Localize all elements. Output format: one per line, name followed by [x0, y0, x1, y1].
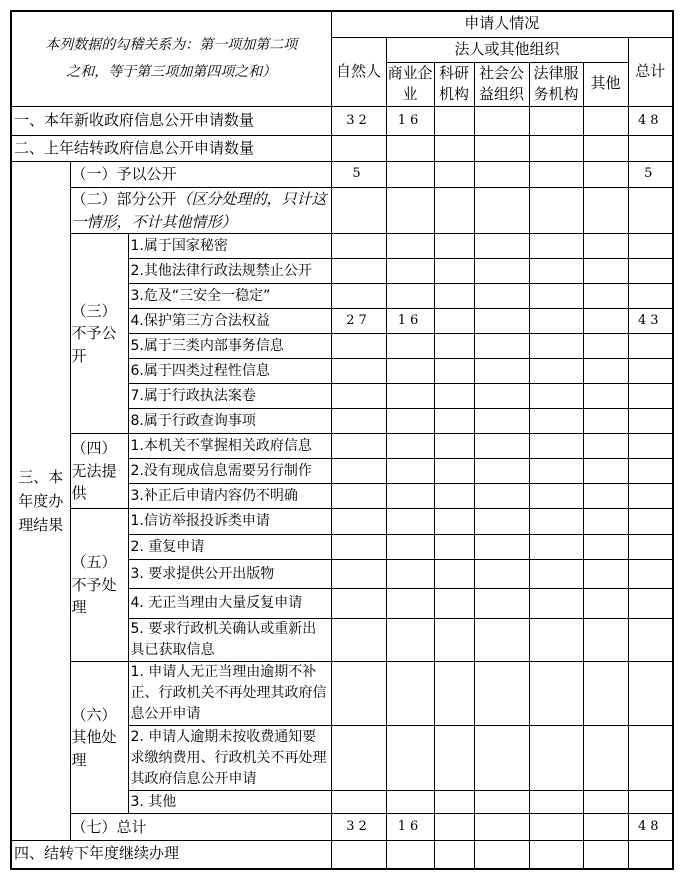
data-cell	[386, 259, 434, 284]
row-notprocessed-item	[11, 509, 673, 535]
data-cell	[474, 162, 529, 188]
data-cell	[628, 359, 673, 384]
item-label: 1.信访举报投诉类申请	[128, 509, 331, 535]
data-cell: 16	[386, 309, 434, 334]
data-cell	[434, 662, 474, 726]
data-cell	[628, 334, 673, 359]
data-cell	[583, 726, 628, 791]
data-cell	[474, 409, 529, 434]
data-cell	[474, 484, 529, 509]
data-cell	[386, 589, 434, 619]
data-cell	[474, 309, 529, 334]
data-cell	[628, 560, 673, 589]
data-cell	[628, 136, 673, 162]
data-cell	[331, 259, 386, 284]
data-cell	[529, 484, 583, 509]
item-label: 3. 其他	[128, 791, 331, 814]
data-cell	[434, 162, 474, 188]
data-cell	[583, 509, 628, 535]
data-cell	[628, 284, 673, 309]
data-cell	[434, 359, 474, 384]
data-cell	[331, 136, 386, 162]
data-cell	[434, 259, 474, 284]
research-institution-header: 科研机构	[434, 62, 474, 107]
section-handling-results-label: 三、本年度办理结果	[11, 162, 70, 841]
data-cell	[529, 259, 583, 284]
group-label	[70, 188, 331, 234]
data-cell	[474, 459, 529, 484]
data-cell	[583, 259, 628, 284]
data-cell	[474, 589, 529, 619]
data-cell	[331, 619, 386, 662]
data-cell	[583, 560, 628, 589]
data-cell	[583, 136, 628, 162]
data-cell	[331, 726, 386, 791]
data-cell	[529, 814, 583, 841]
data-cell	[434, 459, 474, 484]
data-cell	[434, 234, 474, 259]
data-cell	[628, 726, 673, 791]
data-cell	[628, 484, 673, 509]
data-cell	[628, 589, 673, 619]
data-cell	[628, 188, 673, 234]
data-cell	[474, 284, 529, 309]
data-cell	[529, 107, 583, 136]
data-cell	[474, 384, 529, 409]
item-label: 7.属于行政执法案卷	[128, 384, 331, 409]
data-cell	[583, 589, 628, 619]
data-cell	[331, 409, 386, 434]
data-cell	[529, 136, 583, 162]
row-new-received	[11, 107, 673, 136]
data-cell	[529, 509, 583, 535]
data-cell	[386, 136, 434, 162]
data-cell	[474, 535, 529, 560]
item-label: 2. 重复申请	[128, 535, 331, 560]
data-cell	[474, 359, 529, 384]
data-cell	[331, 434, 386, 459]
data-cell: 48	[628, 814, 673, 841]
data-cell	[331, 509, 386, 535]
applicant-situation-header: 申请人情况	[331, 11, 673, 37]
group-otherhandling-label: （六）其他处理	[70, 662, 128, 814]
data-cell	[529, 284, 583, 309]
data-cell	[628, 234, 673, 259]
data-cell	[474, 662, 529, 726]
data-cell	[583, 841, 628, 869]
data-cell	[628, 619, 673, 662]
natural-person-header: 自然人	[331, 37, 386, 107]
data-cell: 5	[331, 162, 386, 188]
legal-org-header: 法人或其他组织	[386, 37, 628, 62]
data-cell	[434, 409, 474, 434]
data-cell	[434, 309, 474, 334]
data-cell	[386, 535, 434, 560]
data-cell	[386, 791, 434, 814]
data-cell	[331, 384, 386, 409]
data-cell	[434, 535, 474, 560]
data-cell	[386, 459, 434, 484]
data-cell	[386, 188, 434, 234]
group-label: （一）予以公开	[70, 162, 331, 188]
data-cell	[331, 841, 386, 869]
data-cell	[583, 409, 628, 434]
data-cell	[386, 284, 434, 309]
data-cell: 43	[628, 309, 673, 334]
data-cell	[474, 841, 529, 869]
data-cell	[434, 107, 474, 136]
data-cell: 32	[331, 814, 386, 841]
item-label: 6.属于四类过程性信息	[128, 359, 331, 384]
data-cell	[474, 619, 529, 662]
data-cell	[583, 384, 628, 409]
legal-service-header: 法律服务机构	[529, 62, 583, 107]
data-cell	[474, 509, 529, 535]
data-cell	[583, 619, 628, 662]
data-cell	[434, 188, 474, 234]
total-header: 总计	[628, 37, 673, 107]
data-cell	[434, 384, 474, 409]
data-cell	[434, 509, 474, 535]
data-cell: 5	[628, 162, 673, 188]
data-cell	[583, 188, 628, 234]
item-label: 5. 要求行政机关确认或重新出具已获取信息	[128, 619, 331, 662]
item-label: 4.保护第三方合法权益	[128, 309, 331, 334]
data-cell	[583, 662, 628, 726]
data-cell	[474, 334, 529, 359]
data-cell	[529, 409, 583, 434]
data-cell	[434, 560, 474, 589]
data-cell	[386, 359, 434, 384]
data-cell	[628, 841, 673, 869]
data-cell	[628, 384, 673, 409]
data-cell	[529, 384, 583, 409]
data-cell	[386, 409, 434, 434]
data-cell	[529, 334, 583, 359]
data-cell	[583, 334, 628, 359]
data-cell	[583, 434, 628, 459]
data-cell	[386, 234, 434, 259]
data-cell	[386, 560, 434, 589]
data-cell	[583, 234, 628, 259]
data-cell	[529, 662, 583, 726]
data-cell	[331, 560, 386, 589]
data-cell	[529, 434, 583, 459]
data-cell: 32	[331, 107, 386, 136]
data-cell	[583, 535, 628, 560]
data-cell	[628, 509, 673, 535]
data-cell: 27	[331, 309, 386, 334]
data-cell	[386, 619, 434, 662]
data-cell	[386, 484, 434, 509]
data-cell	[434, 484, 474, 509]
group-denied-label: （三）不予公开	[70, 234, 128, 434]
data-cell	[474, 791, 529, 814]
row-granted	[11, 162, 673, 188]
data-cell	[386, 509, 434, 535]
reconciliation-note	[11, 11, 331, 107]
data-cell	[529, 560, 583, 589]
data-cell	[474, 234, 529, 259]
row-partial	[11, 188, 673, 234]
data-cell	[529, 726, 583, 791]
data-cell	[331, 188, 386, 234]
data-cell	[529, 619, 583, 662]
data-cell: 16	[386, 107, 434, 136]
data-cell	[331, 284, 386, 309]
disclosure-statistics-table	[10, 10, 674, 870]
row-carry-to-next-year	[11, 841, 673, 869]
data-cell	[434, 619, 474, 662]
data-cell	[474, 560, 529, 589]
data-cell	[434, 434, 474, 459]
data-cell	[583, 284, 628, 309]
item-label: 3. 要求提供公开出版物	[128, 560, 331, 589]
data-cell	[529, 791, 583, 814]
partial-label-note: （区分处理的，只计这一情形，不计其他情形）	[71, 190, 327, 231]
data-cell	[331, 662, 386, 726]
data-cell	[583, 309, 628, 334]
data-cell	[434, 136, 474, 162]
data-cell	[331, 334, 386, 359]
data-cell	[583, 814, 628, 841]
data-cell	[434, 814, 474, 841]
data-cell	[583, 484, 628, 509]
data-cell	[529, 535, 583, 560]
data-cell: 16	[386, 814, 434, 841]
data-cell	[529, 309, 583, 334]
data-cell	[474, 434, 529, 459]
data-cell	[386, 841, 434, 869]
data-cell	[628, 409, 673, 434]
row-label: 四、结转下年度继续办理	[11, 841, 331, 869]
data-cell	[474, 259, 529, 284]
data-cell	[628, 259, 673, 284]
data-cell	[474, 136, 529, 162]
data-cell	[331, 589, 386, 619]
data-cell	[583, 791, 628, 814]
data-cell	[474, 107, 529, 136]
header-row-1	[11, 11, 673, 37]
public-welfare-org-header: 社会公益组织	[474, 62, 529, 107]
item-label: 1.本机关不掌握相关政府信息	[128, 434, 331, 459]
data-cell	[386, 662, 434, 726]
data-cell	[331, 359, 386, 384]
reconciliation-note-text: 本列数据的勾稽关系为：第一项加第二项之和，等于第三项加第四项之和）	[45, 37, 298, 80]
data-cell	[434, 726, 474, 791]
data-cell	[628, 791, 673, 814]
data-cell	[434, 589, 474, 619]
group-notprocessed-label: （五）不予处理	[70, 509, 128, 662]
row-unable-item	[11, 434, 673, 459]
data-cell	[628, 459, 673, 484]
data-cell	[529, 359, 583, 384]
data-cell	[583, 459, 628, 484]
other-org-header: 其他	[583, 62, 628, 107]
item-label: 1. 申请人无正当理由逾期不补正、行政机关不再处理其政府信息公开申请	[128, 662, 331, 726]
partial-label: （二）部分公开	[71, 190, 177, 208]
data-cell	[474, 726, 529, 791]
row-label: 二、上年结转政府信息公开申请数量	[11, 136, 331, 162]
data-cell	[529, 234, 583, 259]
data-cell	[434, 841, 474, 869]
group-unable-label: （四）无法提供	[70, 434, 128, 509]
item-label: 2. 申请人逾期未按收费通知要求缴纳费用、行政机关不再处理其政府信息公开申请	[128, 726, 331, 791]
data-cell	[529, 162, 583, 188]
data-cell	[386, 384, 434, 409]
commercial-enterprise-header: 商业企业	[386, 62, 434, 107]
data-cell	[628, 662, 673, 726]
data-cell	[583, 359, 628, 384]
data-cell	[474, 188, 529, 234]
item-label: 2.其他法律行政法规禁止公开	[128, 259, 331, 284]
data-cell	[529, 589, 583, 619]
row-label: 一、本年新收政府信息公开申请数量	[11, 107, 331, 136]
data-cell	[529, 841, 583, 869]
data-cell	[386, 726, 434, 791]
item-label: 3.补正后申请内容仍不明确	[128, 484, 331, 509]
item-label: 8.属于行政查询事项	[128, 409, 331, 434]
data-cell	[529, 459, 583, 484]
row-denied-item	[11, 234, 673, 259]
row-carried-from-last-year	[11, 136, 673, 162]
item-label: 2.没有现成信息需要另行制作	[128, 459, 331, 484]
data-cell	[434, 284, 474, 309]
data-cell	[434, 334, 474, 359]
data-cell: 48	[628, 107, 673, 136]
data-cell	[628, 434, 673, 459]
data-cell	[583, 162, 628, 188]
item-label: 4. 无正当理由大量反复申请	[128, 589, 331, 619]
data-cell	[628, 535, 673, 560]
data-cell	[331, 234, 386, 259]
item-label: 3.危及“三安全一稳定”	[128, 284, 331, 309]
data-cell	[331, 535, 386, 560]
row-otherhandling-item	[11, 662, 673, 726]
data-cell	[331, 791, 386, 814]
data-cell	[386, 334, 434, 359]
group-subtotal-label: （七）总计	[70, 814, 331, 841]
data-cell	[474, 814, 529, 841]
item-label: 1.属于国家秘密	[128, 234, 331, 259]
data-cell	[529, 188, 583, 234]
data-cell	[386, 162, 434, 188]
data-cell	[331, 484, 386, 509]
item-label: 5.属于三类内部事务信息	[128, 334, 331, 359]
data-cell	[331, 459, 386, 484]
data-cell	[434, 791, 474, 814]
row-subtotal	[11, 814, 673, 841]
data-cell	[583, 107, 628, 136]
data-cell	[386, 434, 434, 459]
